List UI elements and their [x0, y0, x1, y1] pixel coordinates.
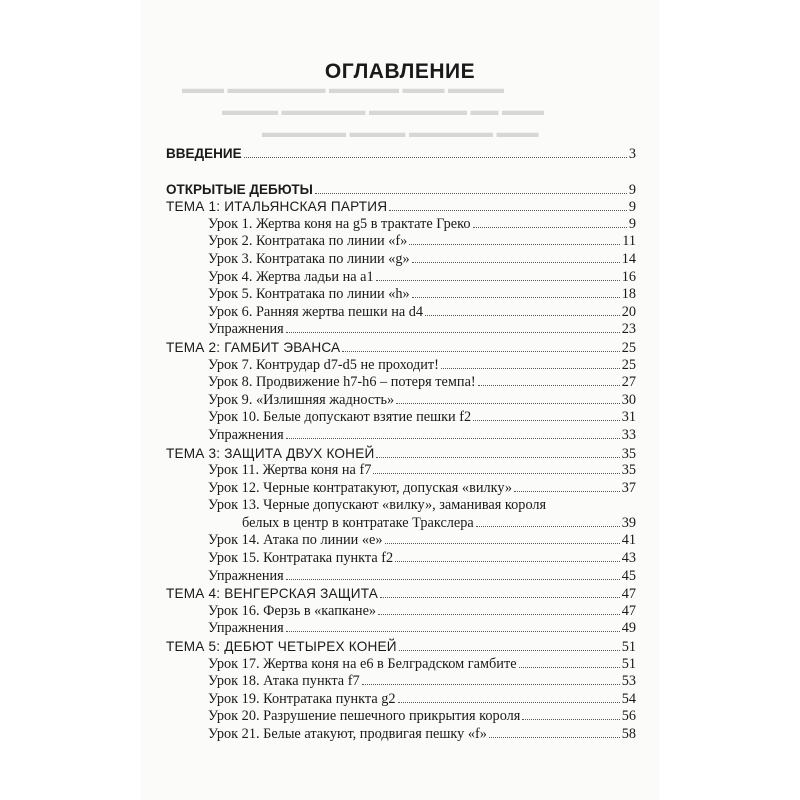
toc-entry-label: ОТКРЫТЫЕ ДЕБЮТЫ [166, 181, 313, 197]
toc-entry-label: Урок 13. Черные допускают «вилку», заманивая короля [208, 497, 547, 514]
toc-page-number: 35 [621, 462, 636, 479]
toc-lesson-row [166, 286, 636, 304]
dot-leader [489, 737, 620, 738]
dot-leader [378, 614, 620, 615]
toc-lesson-row [166, 427, 636, 445]
toc-page-number: 43 [621, 550, 636, 567]
dot-leader [286, 579, 620, 580]
toc-page-number: 25 [621, 356, 636, 373]
toc-entry-label: Урок 19. Контратака пункта g2 [208, 690, 396, 707]
toc-page-number: 20 [621, 303, 636, 320]
toc-page-number: 47 [621, 602, 636, 619]
dot-leader [376, 457, 619, 458]
toc-topic-row [166, 198, 636, 216]
toc-lesson-row [166, 620, 636, 638]
toc-lesson-row [166, 374, 636, 392]
toc-entry-label: Урок 6. Ранняя жертва пешки на d4 [208, 303, 424, 320]
toc-topic-row [166, 585, 636, 603]
toc-entry-label: Урок 16. Ферзь в «капкане» [208, 602, 377, 619]
toc-entry-label: ТЕМА 3: ЗАЩИТА ДВУХ КОНЕЙ [166, 445, 375, 461]
toc-entry-label: Урок 1. Жертва коня на g5 в трактате Греко [208, 215, 471, 232]
toc-lesson-row [166, 357, 636, 375]
toc-page-number: 16 [621, 268, 636, 285]
dot-leader [395, 561, 620, 562]
dot-leader [286, 438, 620, 439]
show-through-decoration: ▬▬▬ ▬▬▬▬▬▬▬ ▬▬▬▬▬ ▬▬▬ ▬▬▬▬ [182, 82, 504, 97]
dot-leader [425, 315, 620, 316]
toc-page-number: 31 [621, 409, 636, 426]
toc-topic-row [166, 445, 636, 463]
toc-entry-label: Урок 2. Контратака по линии «f» [208, 233, 408, 250]
dot-leader [373, 473, 619, 474]
toc-lesson-row [166, 321, 636, 339]
toc-entry-label: Упражнения [208, 620, 284, 637]
toc-lesson-row [166, 673, 636, 691]
toc-lesson-row [166, 691, 636, 709]
toc-page-number: 18 [621, 286, 636, 303]
toc-entry-label: Урок 18. Атака пункта f7 [208, 673, 360, 690]
dot-leader [380, 597, 620, 598]
toc-page-number: 9 [628, 199, 636, 216]
table-of-contents [166, 145, 636, 744]
toc-section-row [166, 181, 636, 199]
toc-lesson-row [166, 480, 636, 498]
toc-page-number: 37 [621, 479, 636, 496]
toc-page-number: 9 [628, 215, 636, 232]
toc-entry-label: Урок 9. «Излишняя жадность» [208, 391, 395, 408]
toc-page-number: 41 [621, 532, 636, 549]
toc-entry-label: Урок 5. Контратака по линии «h» [208, 286, 410, 303]
toc-entry-label: Урок 7. Контрудар d7-d5 не проходит! [208, 356, 439, 373]
toc-entry-label: Урок 12. Черные контратакуют, допуская «вилку» [208, 479, 513, 496]
toc-entry-label: ТЕМА 2: ГАМБИТ ЭВАНСА [166, 339, 341, 355]
toc-page-number: 3 [628, 146, 636, 162]
dot-leader [286, 332, 620, 333]
toc-entry-label: Упражнения [208, 426, 284, 443]
toc-page-number: 14 [621, 250, 636, 267]
toc-lesson-row [166, 409, 636, 427]
toc-topic-row [166, 339, 636, 357]
toc-page-number: 39 [621, 514, 636, 531]
dot-leader [522, 719, 619, 720]
toc-lesson-row [166, 726, 636, 744]
toc-entry-label: Урок 3. Контратака по линии «g» [208, 250, 410, 267]
dot-leader [362, 684, 620, 685]
show-through-decoration: ▬▬▬▬ ▬▬▬▬▬▬ ▬▬▬▬▬▬▬ ▬▬ ▬▬▬ [222, 104, 544, 119]
toc-page-number: 51 [621, 655, 636, 672]
toc-lesson-row [166, 550, 636, 568]
toc-entry-label: ВВЕДЕНИЕ [166, 146, 242, 161]
toc-lesson-row [166, 304, 636, 322]
dot-leader [398, 702, 620, 703]
toc-page-number: 56 [621, 708, 636, 725]
toc-entry-label: Урок 11. Жертва коня на f7 [208, 462, 372, 479]
toc-entry-label: Урок 8. Продвижение h7-h6 – потеря темпа! [208, 374, 476, 391]
toc-entry-label: Урок 20. Разрушение пешечного прикрытия короля [208, 708, 521, 725]
toc-lesson-row [166, 515, 636, 533]
dot-leader [385, 543, 620, 544]
toc-lesson-row [166, 251, 636, 269]
dot-leader [409, 244, 620, 245]
dot-leader [412, 297, 620, 298]
toc-page-number: 9 [628, 181, 636, 198]
toc-entry-label: ТЕМА 4: ВЕНГЕРСКАЯ ЗАЩИТА [166, 586, 379, 602]
toc-page-number: 35 [621, 445, 636, 462]
toc-entry-label: Урок 15. Контратака пункта f2 [208, 550, 394, 567]
dot-leader [244, 157, 627, 158]
toc-lesson-row [166, 216, 636, 234]
toc-topic-row [166, 638, 636, 656]
dot-leader [342, 351, 619, 352]
toc-entry-label: ТЕМА 5: ДЕБЮТ ЧЕТЫРЕХ КОНЕЙ [166, 639, 397, 655]
toc-page-number: 58 [621, 726, 636, 742]
toc-lesson-row [166, 269, 636, 287]
toc-page-number: 47 [621, 586, 636, 603]
toc-lesson-row [166, 708, 636, 726]
toc-entry-label: белых в центр в контратаке Тракслера [242, 514, 474, 531]
toc-entry-label: Урок 10. Белые допускают взятие пешки f2 [208, 409, 472, 426]
toc-lesson-row [166, 532, 636, 550]
toc-lesson-row [166, 497, 636, 515]
toc-entry-label: ТЕМА 1: ИТАЛЬЯНСКАЯ ПАРТИЯ [166, 199, 388, 215]
toc-lesson-row [166, 568, 636, 586]
toc-lesson-row [166, 603, 636, 621]
dot-leader [389, 210, 627, 211]
toc-section-row [166, 145, 636, 163]
toc-lesson-row [166, 392, 636, 410]
toc-lesson-row [166, 462, 636, 480]
toc-entry-label: Упражнения [208, 567, 284, 584]
dot-leader [399, 650, 620, 651]
toc-page-number: 30 [621, 391, 636, 408]
toc-lesson-row [166, 233, 636, 251]
book-page [142, 0, 658, 800]
dot-leader [396, 403, 620, 404]
toc-page-number: 25 [621, 339, 636, 356]
toc-page-number: 54 [621, 690, 636, 707]
toc-page-number: 11 [622, 233, 636, 250]
toc-entry-label: Урок 14. Атака по линии «e» [208, 532, 383, 549]
dot-leader [519, 667, 620, 668]
toc-lesson-row [166, 656, 636, 674]
dot-leader [441, 368, 620, 369]
show-through-decoration: ▬▬▬▬▬▬ ▬▬▬▬ ▬▬▬▬▬▬ ▬▬▬ [262, 126, 539, 141]
toc-page-number: 49 [621, 620, 636, 637]
page-title: ОГЛАВЛЕНИЕ [324, 60, 476, 83]
dot-leader [286, 631, 620, 632]
dot-leader [478, 385, 620, 386]
toc-page-number: 23 [621, 321, 636, 338]
toc-entry-label: Урок 21. Белые атакуют, продвигая пешку «f» [208, 726, 487, 742]
dot-leader [514, 491, 620, 492]
toc-entry-label: Упражнения [208, 321, 284, 338]
toc-page-number: 27 [621, 374, 636, 391]
dot-leader [476, 526, 620, 527]
toc-page-number: 53 [621, 673, 636, 690]
dot-leader [473, 420, 620, 421]
toc-spacer [166, 163, 636, 181]
toc-entry-label: Урок 4. Жертва ладьи на a1 [208, 268, 374, 285]
toc-entry-label: Урок 17. Жертва коня на e6 в Белградском гамбите [208, 655, 517, 672]
dot-leader [376, 280, 620, 281]
toc-page-number: 51 [621, 639, 636, 656]
toc-page-number: 45 [621, 567, 636, 584]
dot-leader [412, 262, 620, 263]
toc-page-number: 33 [621, 426, 636, 443]
dot-leader [473, 227, 627, 228]
dot-leader [315, 193, 627, 194]
